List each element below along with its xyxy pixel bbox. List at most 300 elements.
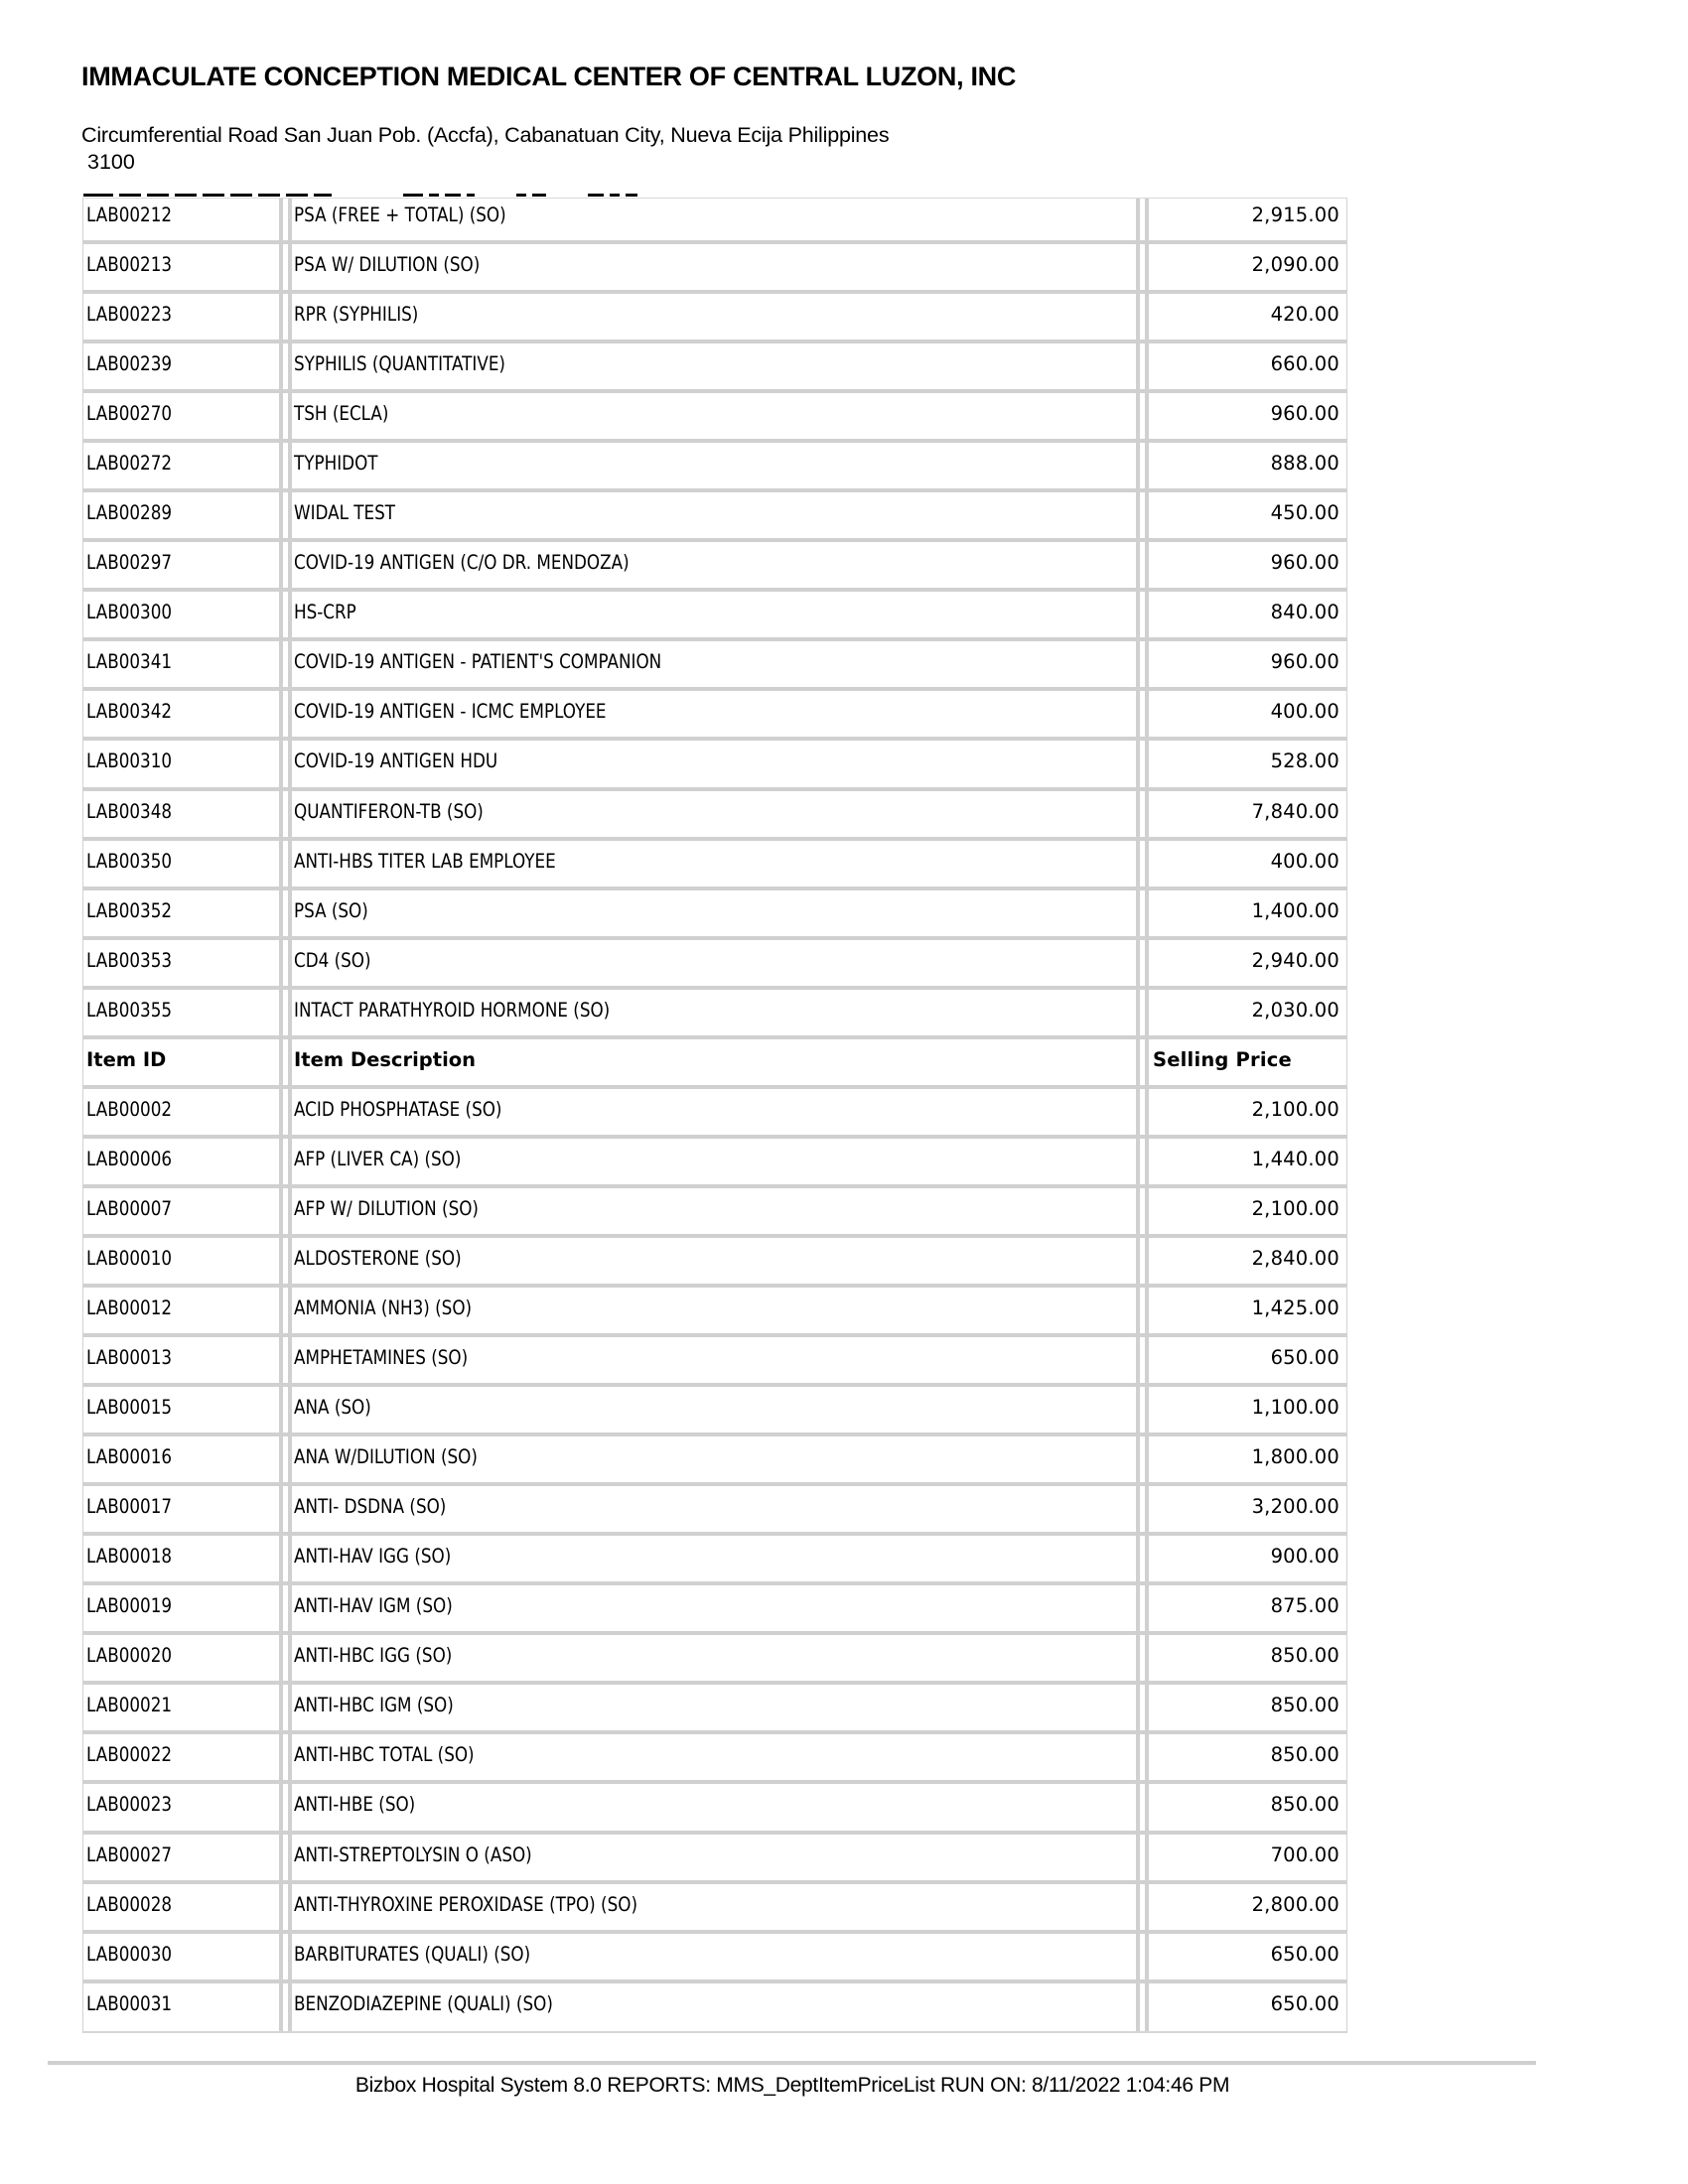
- cell-item-id-text: LAB00017: [86, 1495, 173, 1519]
- table-row: [83, 1983, 1346, 2033]
- cell-selling-price-text: 875.00: [1270, 1594, 1339, 1618]
- cell-item-description: [292, 1685, 1136, 1730]
- cell-selling-price-text: 2,100.00: [1251, 1196, 1339, 1220]
- cell-item-description: [292, 741, 1136, 786]
- table-row: [83, 1635, 1346, 1685]
- cell-selling-price: [1149, 1884, 1345, 1930]
- cell-item-description-text: AMMONIA (NH3) (SO): [294, 1296, 473, 1319]
- cell-item-id-text: LAB00341: [86, 650, 173, 674]
- cell-item-id-text: LAB00018: [86, 1545, 173, 1569]
- cell-item-description-text: PSA (SO): [294, 898, 368, 922]
- cell-selling-price-text: 400.00: [1270, 849, 1339, 873]
- cell-selling-price-text: 1,400.00: [1251, 898, 1339, 922]
- column-divider: [279, 1486, 283, 1532]
- cell-item-id: [83, 1337, 279, 1383]
- cell-item-description: [292, 1536, 1136, 1581]
- cell-item-id-text: LAB00007: [86, 1196, 173, 1220]
- cell-selling-price: [1149, 1784, 1345, 1830]
- cell-item-id-text: LAB00289: [86, 501, 173, 525]
- column-divider: [279, 1436, 283, 1482]
- cell-item-description-text: COVID-19 ANTIGEN HDU: [294, 750, 498, 773]
- cell-item-id: [83, 641, 279, 687]
- cell-item-description-text: ANTI-HBC IGG (SO): [294, 1644, 453, 1668]
- column-divider: [1136, 1685, 1140, 1730]
- cell-item-id: [83, 990, 279, 1035]
- cell-item-description-text: ANTI-HBC TOTAL (SO): [294, 1743, 475, 1767]
- cell-item-id: [83, 1288, 279, 1333]
- cell-item-id: [83, 1884, 279, 1930]
- cell-selling-price-text: 960.00: [1270, 551, 1339, 575]
- column-divider: [1136, 1089, 1140, 1135]
- cell-item-description: [292, 1387, 1136, 1433]
- cell-item-description-text: CD4 (SO): [294, 948, 371, 972]
- column-divider: [1136, 791, 1140, 837]
- cell-item-id: [83, 492, 279, 538]
- cell-item-id-text: LAB00031: [86, 1991, 173, 2015]
- cell-selling-price-text: 850.00: [1270, 1793, 1339, 1817]
- column-divider: [1136, 1387, 1140, 1433]
- cell-selling-price-text: 900.00: [1270, 1545, 1339, 1569]
- cell-selling-price-text: 1,440.00: [1251, 1147, 1339, 1170]
- cell-item-description-text: ANTI-STREPTOLYSIN O (ASO): [294, 1843, 532, 1866]
- cell-item-description: [292, 294, 1136, 340]
- table-row: [83, 294, 1346, 343]
- cell-item-description: [292, 1884, 1136, 1930]
- cell-item-id-text: LAB00020: [86, 1644, 173, 1668]
- table-row: [83, 791, 1346, 841]
- table-row: [83, 990, 1346, 1039]
- cell-selling-price: [1149, 1585, 1345, 1631]
- price-list-table: [82, 198, 1347, 2033]
- table-row: [83, 1734, 1346, 1784]
- cell-item-description-text: PSA W/ DILUTION (SO): [294, 253, 481, 276]
- column-divider: [1136, 393, 1140, 439]
- cell-item-description: [292, 1585, 1136, 1631]
- cell-item-id-text: LAB00015: [86, 1396, 173, 1420]
- column-divider: [1136, 294, 1140, 340]
- cell-item-description: [292, 1089, 1136, 1135]
- cell-item-description: [292, 542, 1136, 588]
- cell-item-id-text: LAB00223: [86, 303, 173, 327]
- cell-item-id: [83, 940, 279, 986]
- column-divider: [1136, 641, 1140, 687]
- cell-item-id: [83, 199, 279, 240]
- cell-item-description-text: Item Description: [294, 1047, 477, 1071]
- cell-item-description-text: ALDOSTERONE (SO): [294, 1246, 462, 1270]
- cell-item-id: [83, 1784, 279, 1830]
- cell-item-id-text: LAB00353: [86, 948, 173, 972]
- cell-item-id-text: LAB00010: [86, 1246, 173, 1270]
- cell-selling-price-text: 2,940.00: [1251, 948, 1339, 972]
- column-divider: [1136, 1884, 1140, 1930]
- cell-item-id: [83, 294, 279, 340]
- cell-item-id: [83, 1983, 279, 2031]
- cell-item-description-text: SYPHILIS (QUANTITATIVE): [294, 352, 505, 376]
- cell-item-description: [292, 1835, 1136, 1880]
- cell-selling-price: [1149, 492, 1345, 538]
- column-divider: [279, 1039, 283, 1085]
- column-divider: [279, 1387, 283, 1433]
- column-divider: [1136, 1835, 1140, 1880]
- table-row: [83, 443, 1346, 492]
- cell-item-id: [83, 542, 279, 588]
- cell-selling-price: [1149, 1387, 1345, 1433]
- cell-item-id-text: LAB00027: [86, 1843, 173, 1866]
- cell-item-id: [83, 691, 279, 737]
- cell-selling-price: [1149, 542, 1345, 588]
- column-divider: [1136, 1039, 1140, 1085]
- cell-selling-price-text: 700.00: [1270, 1843, 1339, 1866]
- cell-item-id-text: LAB00239: [86, 352, 173, 376]
- column-divider: [279, 990, 283, 1035]
- cell-item-description: [292, 940, 1136, 986]
- cell-item-id-text: LAB00019: [86, 1594, 173, 1618]
- cell-item-id-text: LAB00270: [86, 402, 173, 426]
- cell-item-id: [83, 1387, 279, 1433]
- organization-zip: 3100: [87, 150, 135, 174]
- table-row: [83, 492, 1346, 542]
- column-divider: [279, 1139, 283, 1184]
- cell-selling-price: [1149, 1337, 1345, 1383]
- column-divider: [1136, 1934, 1140, 1979]
- column-divider: [279, 542, 283, 588]
- cell-selling-price-text: 7,840.00: [1251, 799, 1339, 823]
- cell-selling-price: [1149, 199, 1345, 240]
- cell-item-id-text: LAB00297: [86, 551, 173, 575]
- cell-selling-price-text: 650.00: [1270, 1942, 1339, 1966]
- cell-selling-price: [1149, 592, 1345, 637]
- cell-item-id: [83, 841, 279, 887]
- table-row: [83, 841, 1346, 890]
- cell-item-description: [292, 393, 1136, 439]
- column-divider: [1136, 244, 1140, 290]
- cell-item-description: [292, 1288, 1136, 1333]
- cell-item-id: [83, 1585, 279, 1631]
- cell-item-description-text: PSA (FREE + TOTAL) (SO): [294, 204, 506, 226]
- cell-selling-price: [1149, 1983, 1345, 2031]
- cell-item-id-text: LAB00021: [86, 1694, 173, 1717]
- cell-item-description: [292, 1635, 1136, 1681]
- cell-selling-price: [1149, 1486, 1345, 1532]
- cell-selling-price-text: 2,090.00: [1251, 253, 1339, 276]
- column-divider: [279, 343, 283, 389]
- column-divider: [1136, 1734, 1140, 1780]
- cell-selling-price: [1149, 791, 1345, 837]
- cell-item-id-text: LAB00028: [86, 1892, 173, 1916]
- cell-selling-price: [1149, 1635, 1345, 1681]
- footer-divider: [48, 2061, 1536, 2065]
- cell-item-id-text: LAB00002: [86, 1097, 173, 1121]
- cell-item-id-text: LAB00013: [86, 1346, 173, 1370]
- column-divider: [279, 1188, 283, 1234]
- cell-selling-price: [1149, 841, 1345, 887]
- cell-selling-price: [1149, 1288, 1345, 1333]
- cell-item-description-text: AFP (LIVER CA) (SO): [294, 1147, 462, 1170]
- table-row: [83, 1934, 1346, 1983]
- table-row: [83, 1884, 1346, 1934]
- cell-item-id-text: LAB00212: [86, 204, 173, 226]
- cell-item-description-text: ANTI- DSDNA (SO): [294, 1495, 447, 1519]
- cell-item-description: [292, 791, 1136, 837]
- cell-item-description-text: WIDAL TEST: [294, 501, 396, 525]
- column-divider: [1136, 1486, 1140, 1532]
- cell-selling-price-text: 660.00: [1270, 352, 1339, 376]
- cell-item-id-text: LAB00342: [86, 700, 173, 724]
- column-divider: [279, 443, 283, 488]
- table-row: [83, 1436, 1346, 1486]
- table-row: [83, 343, 1346, 393]
- cell-selling-price: [1149, 1685, 1345, 1730]
- column-divider: [279, 1337, 283, 1383]
- column-divider: [279, 1934, 283, 1979]
- cell-item-description-text: QUANTIFERON-TB (SO): [294, 799, 484, 823]
- cell-item-description-text: AMPHETAMINES (SO): [294, 1346, 469, 1370]
- column-divider: [279, 1734, 283, 1780]
- cell-item-description-text: COVID-19 ANTIGEN (C/O DR. MENDOZA): [294, 551, 630, 575]
- cell-item-description: [292, 641, 1136, 687]
- column-divider: [1136, 741, 1140, 786]
- cell-item-description-text: ANTI-HAV IGG (SO): [294, 1545, 452, 1569]
- cell-item-description: [292, 1337, 1136, 1383]
- cell-item-id-text: LAB00006: [86, 1147, 173, 1170]
- table-row: [83, 1139, 1346, 1188]
- cell-selling-price: [1149, 890, 1345, 936]
- cell-item-id-text: LAB00213: [86, 253, 173, 276]
- cell-item-description-text: COVID-19 ANTIGEN - PATIENT'S COMPANION: [294, 650, 662, 674]
- cell-selling-price: [1149, 294, 1345, 340]
- column-divider: [279, 691, 283, 737]
- column-divider: [1136, 1188, 1140, 1234]
- organization-name: IMMACULATE CONCEPTION MEDICAL CENTER OF CENTRAL LUZON, INC: [81, 62, 1017, 91]
- column-divider: [279, 1585, 283, 1631]
- cell-selling-price: [1149, 691, 1345, 737]
- cell-item-description: [292, 244, 1136, 290]
- column-divider: [1136, 1288, 1140, 1333]
- cell-item-id: [83, 1734, 279, 1780]
- table-row: [83, 1685, 1346, 1734]
- cell-selling-price: [1149, 1734, 1345, 1780]
- table-row: [83, 691, 1346, 741]
- cell-selling-price-text: 2,030.00: [1251, 998, 1339, 1022]
- cell-selling-price: [1149, 1089, 1345, 1135]
- column-divider: [1136, 890, 1140, 936]
- column-divider: [1136, 199, 1140, 240]
- column-divider: [279, 1238, 283, 1284]
- cell-item-description: [292, 1934, 1136, 1979]
- column-divider: [279, 199, 283, 240]
- cell-item-description-text: TSH (ECLA): [294, 402, 389, 426]
- cell-item-description-text: HS-CRP: [294, 601, 356, 624]
- cell-item-description: [292, 1983, 1136, 2031]
- cell-selling-price-text: 1,800.00: [1251, 1445, 1339, 1469]
- cell-item-id: [83, 1486, 279, 1532]
- cell-selling-price-text: 1,425.00: [1251, 1296, 1339, 1319]
- cell-selling-price: [1149, 393, 1345, 439]
- column-divider: [1136, 1983, 1140, 2031]
- cell-item-id: [83, 393, 279, 439]
- cell-selling-price: [1149, 1139, 1345, 1184]
- column-divider: [1136, 990, 1140, 1035]
- column-divider: [279, 1784, 283, 1830]
- column-divider: [279, 1884, 283, 1930]
- cell-selling-price-text: Selling Price: [1153, 1047, 1292, 1071]
- cell-selling-price: [1149, 244, 1345, 290]
- cell-selling-price-text: 2,840.00: [1251, 1246, 1339, 1270]
- column-divider: [279, 890, 283, 936]
- cell-item-id-text: LAB00272: [86, 452, 173, 476]
- column-divider: [1136, 841, 1140, 887]
- cell-selling-price-text: 840.00: [1270, 601, 1339, 624]
- cell-selling-price-text: 3,200.00: [1251, 1495, 1339, 1519]
- column-divider: [279, 1685, 283, 1730]
- cell-selling-price: [1149, 1436, 1345, 1482]
- column-divider: [279, 940, 283, 986]
- cell-item-description-text: INTACT PARATHYROID HORMONE (SO): [294, 998, 611, 1022]
- column-divider: [1136, 1436, 1140, 1482]
- column-divider: [1136, 1238, 1140, 1284]
- cell-selling-price-text: 850.00: [1270, 1743, 1339, 1767]
- cell-item-id: [83, 343, 279, 389]
- cell-item-id: [83, 443, 279, 488]
- report-footer: Bizbox Hospital System 8.0 REPORTS: MMS_DeptItemPriceList RUN ON: 8/11/2022 1:04:46 PM: [354, 2074, 1230, 2097]
- cell-selling-price-text: 2,915.00: [1251, 204, 1339, 226]
- cell-item-description-text: AFP W/ DILUTION (SO): [294, 1196, 479, 1220]
- cell-item-description: [292, 990, 1136, 1035]
- table-row: [83, 1288, 1346, 1337]
- cell-item-id-text: LAB00016: [86, 1445, 173, 1469]
- column-divider: [1136, 443, 1140, 488]
- cell-item-id: [83, 1934, 279, 1979]
- column-divider: [1136, 542, 1140, 588]
- cell-item-id: [83, 1139, 279, 1184]
- cell-item-description-text: ANTI-HBC IGM (SO): [294, 1694, 454, 1717]
- cell-item-description: [292, 343, 1136, 389]
- cell-item-id: [83, 1238, 279, 1284]
- column-divider: [1136, 1337, 1140, 1383]
- cell-selling-price-text: 850.00: [1270, 1644, 1339, 1668]
- table-row: [83, 592, 1346, 641]
- cell-item-description-text: ANA (SO): [294, 1396, 371, 1420]
- cell-item-description: [292, 890, 1136, 936]
- cell-item-description: [292, 691, 1136, 737]
- column-divider: [1136, 492, 1140, 538]
- cell-item-id: [83, 791, 279, 837]
- cell-item-id-text: LAB00300: [86, 601, 173, 624]
- cell-selling-price: [1149, 1188, 1345, 1234]
- table-row: [83, 1337, 1346, 1387]
- cell-item-id: [83, 741, 279, 786]
- cell-selling-price: [1149, 343, 1345, 389]
- cell-selling-price-text: 528.00: [1270, 750, 1339, 773]
- cell-item-description: [292, 1139, 1136, 1184]
- column-divider: [1136, 1585, 1140, 1631]
- cell-item-description-text: ANA W/DILUTION (SO): [294, 1445, 478, 1469]
- cell-selling-price-text: 2,800.00: [1251, 1892, 1339, 1916]
- table-row: [83, 1536, 1346, 1585]
- cell-item-id: [83, 244, 279, 290]
- column-divider: [279, 592, 283, 637]
- cell-selling-price-text: 1,100.00: [1251, 1396, 1339, 1420]
- cell-item-id-text: LAB00022: [86, 1743, 173, 1767]
- cell-item-description: [292, 443, 1136, 488]
- column-divider: [279, 393, 283, 439]
- cell-selling-price-text: 888.00: [1270, 452, 1339, 476]
- column-divider: [1136, 1536, 1140, 1581]
- cell-selling-price-text: 2,100.00: [1251, 1097, 1339, 1121]
- column-divider: [1136, 940, 1140, 986]
- cell-item-id: [83, 1436, 279, 1482]
- table-row: [83, 542, 1346, 592]
- table-row: [83, 1188, 1346, 1238]
- column-divider: [279, 1835, 283, 1880]
- column-divider: [1136, 1635, 1140, 1681]
- column-divider: [279, 641, 283, 687]
- column-divider: [1136, 1784, 1140, 1830]
- table-row: [83, 1585, 1346, 1635]
- column-divider: [279, 1288, 283, 1333]
- cell-selling-price: [1149, 1039, 1345, 1085]
- cell-item-id-text: LAB00352: [86, 898, 173, 922]
- cell-selling-price: [1149, 1536, 1345, 1581]
- table-row: [83, 1486, 1346, 1536]
- cell-item-id: [83, 1536, 279, 1581]
- column-divider: [279, 791, 283, 837]
- cell-item-id-text: LAB00310: [86, 750, 173, 773]
- column-divider: [1136, 343, 1140, 389]
- cell-item-id: [83, 1188, 279, 1234]
- cell-selling-price-text: 960.00: [1270, 402, 1339, 426]
- column-divider: [279, 492, 283, 538]
- cell-item-id: [83, 1039, 279, 1085]
- cell-selling-price-text: 450.00: [1270, 501, 1339, 525]
- table-header-row: [83, 1039, 1346, 1089]
- table-row: [83, 199, 1346, 244]
- cell-item-description-text: COVID-19 ANTIGEN - ICMC EMPLOYEE: [294, 700, 607, 724]
- cell-item-id: [83, 1835, 279, 1880]
- cell-item-id-text: LAB00350: [86, 849, 173, 873]
- cell-item-id-text: LAB00012: [86, 1296, 173, 1319]
- column-divider: [1136, 592, 1140, 637]
- column-divider: [279, 741, 283, 786]
- cell-item-id-text: LAB00355: [86, 998, 173, 1022]
- table-row: [83, 1089, 1346, 1139]
- column-divider: [279, 841, 283, 887]
- cell-selling-price-text: 960.00: [1270, 650, 1339, 674]
- cell-item-description: [292, 1436, 1136, 1482]
- cell-item-id: [83, 592, 279, 637]
- cell-selling-price: [1149, 940, 1345, 986]
- table-row: [83, 940, 1346, 990]
- cell-item-description-text: ACID PHOSPHATASE (SO): [294, 1097, 502, 1121]
- column-divider: [279, 1089, 283, 1135]
- cell-item-description: [292, 592, 1136, 637]
- cell-item-description-text: ANTI-HAV IGM (SO): [294, 1594, 453, 1618]
- cell-item-description: [292, 841, 1136, 887]
- table-row: [83, 1387, 1346, 1436]
- cell-item-id: [83, 1685, 279, 1730]
- cell-item-id: [83, 890, 279, 936]
- table-row: [83, 1238, 1346, 1288]
- cell-selling-price: [1149, 1238, 1345, 1284]
- cell-selling-price: [1149, 990, 1345, 1035]
- cell-item-id: [83, 1635, 279, 1681]
- cell-item-description: [292, 1486, 1136, 1532]
- cell-item-description: [292, 1238, 1136, 1284]
- table-row: [83, 890, 1346, 940]
- column-divider: [279, 1635, 283, 1681]
- column-divider: [1136, 691, 1140, 737]
- cell-item-description-text: TYPHIDOT: [294, 452, 378, 476]
